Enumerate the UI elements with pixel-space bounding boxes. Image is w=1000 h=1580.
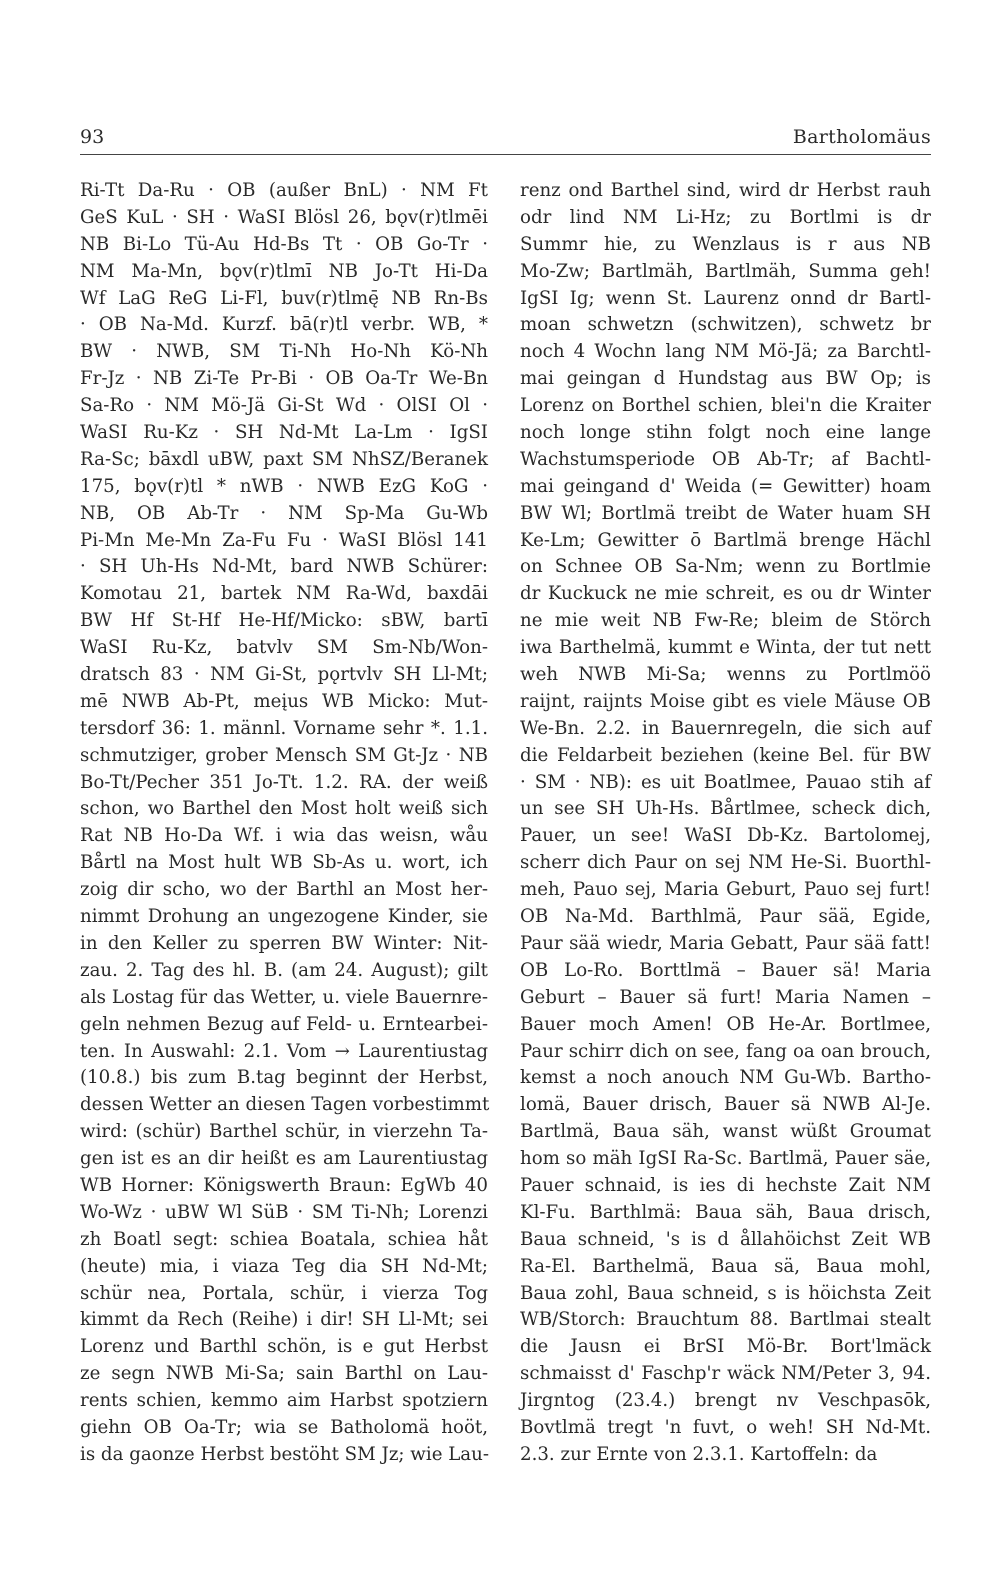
text-line: IgSI Ig; wenn St. Laurenz onnd dr Bartl-: [520, 287, 931, 309]
text-line: (heute) mia, i viaza Teg dia SH Nd-Mt;: [80, 1255, 488, 1277]
text-line: Ra-Sc; bāxdl uBW, paxt SM NhSZ/Beranek: [80, 448, 488, 470]
text-line: Paur schirr dich on see, fang oa oan brouch,: [520, 1040, 931, 1062]
text-line: ze segn NWB Mi-Sa; sain Barthl on Lau-: [80, 1363, 488, 1385]
text-line: Rat NB Ho-Da Wf. i wia das weisn, wåu: [80, 825, 488, 847]
text-line: tersdorf 36: 1. männl. Vorname sehr *. 1.1.: [80, 717, 488, 739]
running-head: Bartholomäus: [792, 126, 931, 148]
text-line: odr lind NM Li-Hz; zu Bortlmi is dr: [520, 206, 931, 228]
text-line: Fr-Jz · NB Zi-Te Pr-Bi · OB Oa-Tr We-Bn: [80, 368, 488, 390]
text-line: Wf LaG ReG Li-Fl, buv(r)tlmę̄ NB Rn-Bs: [80, 287, 488, 309]
text-line: schmutziger, grober Mensch SM Gt-Jz · NB: [80, 744, 488, 766]
text-line: · OB Na-Md. Kurzf. bā(r)tl verbr. WB, *: [80, 314, 488, 336]
text-line: 175, bǫv(r)tl * nWB · NWB EzG KoG ·: [80, 475, 488, 497]
text-line: is da gaonze Herbst bestöht SM Jz; wie Lau-: [80, 1443, 490, 1465]
text-line: die Feldarbeit beziehen (keine Bel. für BW: [520, 744, 931, 766]
text-line: iwa Barthelmä, kummt e Winta, der tut nett: [520, 637, 931, 659]
text-line: BW · NWB, SM Ti-Nh Ho-Nh Kö-Nh: [80, 341, 488, 363]
text-line: kemst a noch anouch NM Gu-Wb. Bartho-: [520, 1067, 931, 1089]
text-line: OB Na-Md. Barthlmä, Paur sää, Egide,: [520, 906, 931, 928]
text-line: noch longe stihn folgt noch eine lange: [520, 422, 931, 444]
text-line: GeS KuL · SH · WaSI Blösl 26, bǫv(r)tlmēi: [80, 206, 488, 228]
text-line: Lorenz und Barthl schön, is e gut Herbst: [80, 1336, 488, 1358]
text-line: dr Kuckuck ne mie schreit, es ou dr Winter: [520, 583, 931, 605]
text-line: Ke-Lm; Gewitter ō Bartlmä brenge Hächl: [520, 529, 931, 551]
text-line: noch 4 Wochn lang NM Mö-Jä; za Barchtl-: [520, 341, 931, 363]
text-line: renz ond Barthel sind, wird dr Herbst rauh: [520, 180, 931, 201]
text-line: ne mie weit NB Fw-Re; bleim de Störch: [520, 610, 931, 632]
text-line: dratsch 83 · NM Gi-St, pǫrtvlv SH Ll-Mt;: [80, 664, 488, 686]
text-line: Mo-Zw; Bartlmäh, Bartlmäh, Summa geh!: [520, 260, 931, 282]
text-line: We-Bn. 2.2. in Bauernregeln, die sich auf: [520, 717, 931, 739]
right-text-column: [520, 178, 931, 1469]
text-line: on Schnee OB Sa-Nm; wenn zu Bortlmie: [520, 556, 931, 578]
text-line: Pi-Mn Me-Mn Za-Fu Fu · WaSI Blösl 141: [80, 529, 488, 551]
text-line: moan schwetzn (schwitzen), schwetz br: [520, 314, 931, 336]
text-line: · SH Uh-Hs Nd-Mt, bard NWB Schürer:: [80, 556, 488, 578]
text-line: Baua zohl, Baua schneid, s is höichsta Zeit: [520, 1282, 931, 1304]
text-line: Lorenz on Borthel schien, blei'n die Kraiter: [520, 395, 931, 417]
text-line: in den Keller zu sperren BW Winter: Nit-: [80, 932, 488, 954]
text-line: als Lostag für das Wetter, u. viele Bauernre-: [80, 986, 488, 1008]
text-line: Bo-Tt/Pecher 351 Jo-Tt. 1.2. RA. der weiß: [80, 771, 488, 793]
text-line: Komotau 21, bartek NM Ra-Wd, baxdāi: [80, 583, 488, 605]
text-line: zau. 2. Tag des hl. B. (am 24. August); gilt: [80, 959, 488, 981]
text-line: Pauer, un see! WaSI Db-Kz. Bartolomej,: [520, 825, 931, 847]
text-line: Bårtl na Most hult WB Sb-As u. wort, ich: [80, 852, 488, 874]
text-line: 2.3. zur Ernte von 2.3.1. Kartoffeln: da: [520, 1443, 878, 1465]
page-number: 93: [80, 126, 105, 148]
text-line: Jirgntog (23.4.) brengt nv Veschpasōk,: [520, 1390, 931, 1412]
text-line: WaSI Ru-Kz, batvlv SM Sm-Nb/Won-: [80, 637, 488, 659]
text-line: zh Boatl segt: schiea Boatala, schiea håt: [80, 1228, 488, 1250]
text-line: NB, OB Ab-Tr · NM Sp-Ma Gu-Wb: [80, 502, 488, 524]
text-line: scherr dich Paur on sej NM He-Si. Buorthl-: [520, 852, 931, 874]
text-line: OB Lo-Ro. Borttlmä – Bauer sä! Maria: [520, 959, 931, 981]
text-line: dessen Wetter an diesen Tagen vorbestimmt: [80, 1094, 490, 1116]
text-line: hom so mäh IgSI Ra-Sc. Bartlmä, Pauer säe,: [520, 1148, 931, 1170]
text-line: schür nea, Portala, schür, i vierza Tog: [80, 1282, 488, 1304]
text-line: mai geingan d Hundstag aus BW Op; is: [520, 368, 931, 390]
text-line: BW Wl; Bortlmä treibt de Water huam SH: [520, 502, 931, 524]
text-line: raijnt, raijnts Moise gibt es viele Mäuse OB: [520, 690, 931, 712]
text-line: mai geingand d' Weida (= Gewitter) hoam: [520, 475, 931, 497]
text-line: nimmt Drohung an ungezogene Kinder, sie: [80, 906, 488, 928]
text-line: (10.8.) bis zum B.tag beginnt der Herbst,: [80, 1067, 488, 1089]
text-line: gen ist es an dir heißt es am Laurentiustag: [80, 1148, 488, 1170]
text-line: kimmt da Rech (Reihe) i dir! SH Ll-Mt; sei: [80, 1309, 488, 1331]
text-line: Pauer schnaid, is ies di hechste Zait NM: [520, 1174, 931, 1196]
text-line: Paur sää wiedr, Maria Gebatt, Paur sää fatt!: [520, 932, 931, 954]
text-line: Bauer moch Amen! OB He-Ar. Bortlmee,: [520, 1013, 931, 1035]
text-line: · SM · NB): es uit Boatlmee, Pauao stih af: [520, 771, 931, 793]
text-line: Bovtlmä tregt 'n fuvt, o weh! SH Nd-Mt.: [520, 1416, 931, 1438]
text-line: die Jausn ei BrSI Mö-Br. Bort'lmäck: [520, 1336, 931, 1358]
text-line: WaSI Ru-Kz · SH Nd-Mt La-Lm · IgSI: [80, 422, 488, 444]
left-text-column: [80, 178, 488, 1469]
text-line: ten. In Auswahl: 2.1. Vom → Laurentiustag: [80, 1040, 488, 1062]
text-line: Wachstumsperiode OB Ab-Tr; af Bachtl-: [520, 448, 931, 470]
text-line: giehn OB Oa-Tr; wia se Batholomä hoöt,: [80, 1416, 488, 1438]
text-line: Baua schneid, 's is d ållahöichst Zeit WB: [520, 1228, 931, 1250]
text-line: zoig dir scho, wo der Barthl an Most her-: [80, 879, 488, 901]
text-line: Wo-Wz · uBW Wl SüB · SM Ti-Nh; Lorenzi: [80, 1201, 488, 1223]
text-line: BW Hf St-Hf He-Hf/Micko: sBW, bartī: [80, 610, 488, 632]
text-line: Sa-Ro · NM Mö-Jä Gi-St Wd · OlSI Ol ·: [80, 395, 488, 417]
text-line: Ri-Tt Da-Ru · OB (außer BnL) · NM Ft: [80, 180, 488, 201]
text-line: NB Bi-Lo Tü-Au Hd-Bs Tt · OB Go-Tr ·: [80, 233, 488, 255]
text-line: WB/Storch: Brauchtum 88. Bartlmai stealt: [520, 1309, 931, 1331]
text-line: lomä, Bauer drisch, Bauer sä NWB Al-Je.: [520, 1094, 931, 1116]
text-line: schon, wo Barthel den Most holt weiß sich: [80, 798, 488, 820]
text-line: schmaisst d' Faschp'r wäck NM/Peter 3, 94.: [520, 1363, 931, 1385]
text-line: un see SH Uh-Hs. Bårtlmee, scheck dich,: [520, 798, 931, 820]
text-line: Kl-Fu. Barthlmä: Baua säh, Baua drisch,: [520, 1201, 931, 1223]
text-line: Summr hie, zu Wenzlaus is r aus NB: [520, 233, 931, 255]
text-line: NM Ma-Mn, bǫv(r)tlmī NB Jo-Tt Hi-Da: [80, 260, 488, 282]
text-line: weh NWB Mi-Sa; wenns zu Portlmöö: [520, 664, 931, 686]
text-line: wird: (schür) Barthel schür, in vierzehn Ta-: [80, 1121, 488, 1143]
page-header: [80, 124, 931, 155]
text-line: Bartlmä, Baua säh, wanst wüßt Groumat: [520, 1121, 931, 1143]
text-line: Ra-El. Barthelmä, Baua sä, Baua mohl,: [520, 1255, 931, 1277]
text-line: Geburt – Bauer sä furt! Maria Namen –: [520, 986, 931, 1008]
text-line: meh, Pauo sej, Maria Geburt, Pauo sej furt!: [520, 879, 931, 901]
text-line: WB Horner: Königswerth Braun: EgWb 40: [80, 1174, 488, 1196]
text-line: rents schien, kemmo aim Harbst spotziern: [80, 1390, 488, 1412]
text-line: geln nehmen Bezug auf Feld- u. Erntearbei-: [80, 1013, 488, 1035]
text-line: mē NWB Ab-Pt, meįus WB Micko: Mut-: [80, 690, 488, 712]
